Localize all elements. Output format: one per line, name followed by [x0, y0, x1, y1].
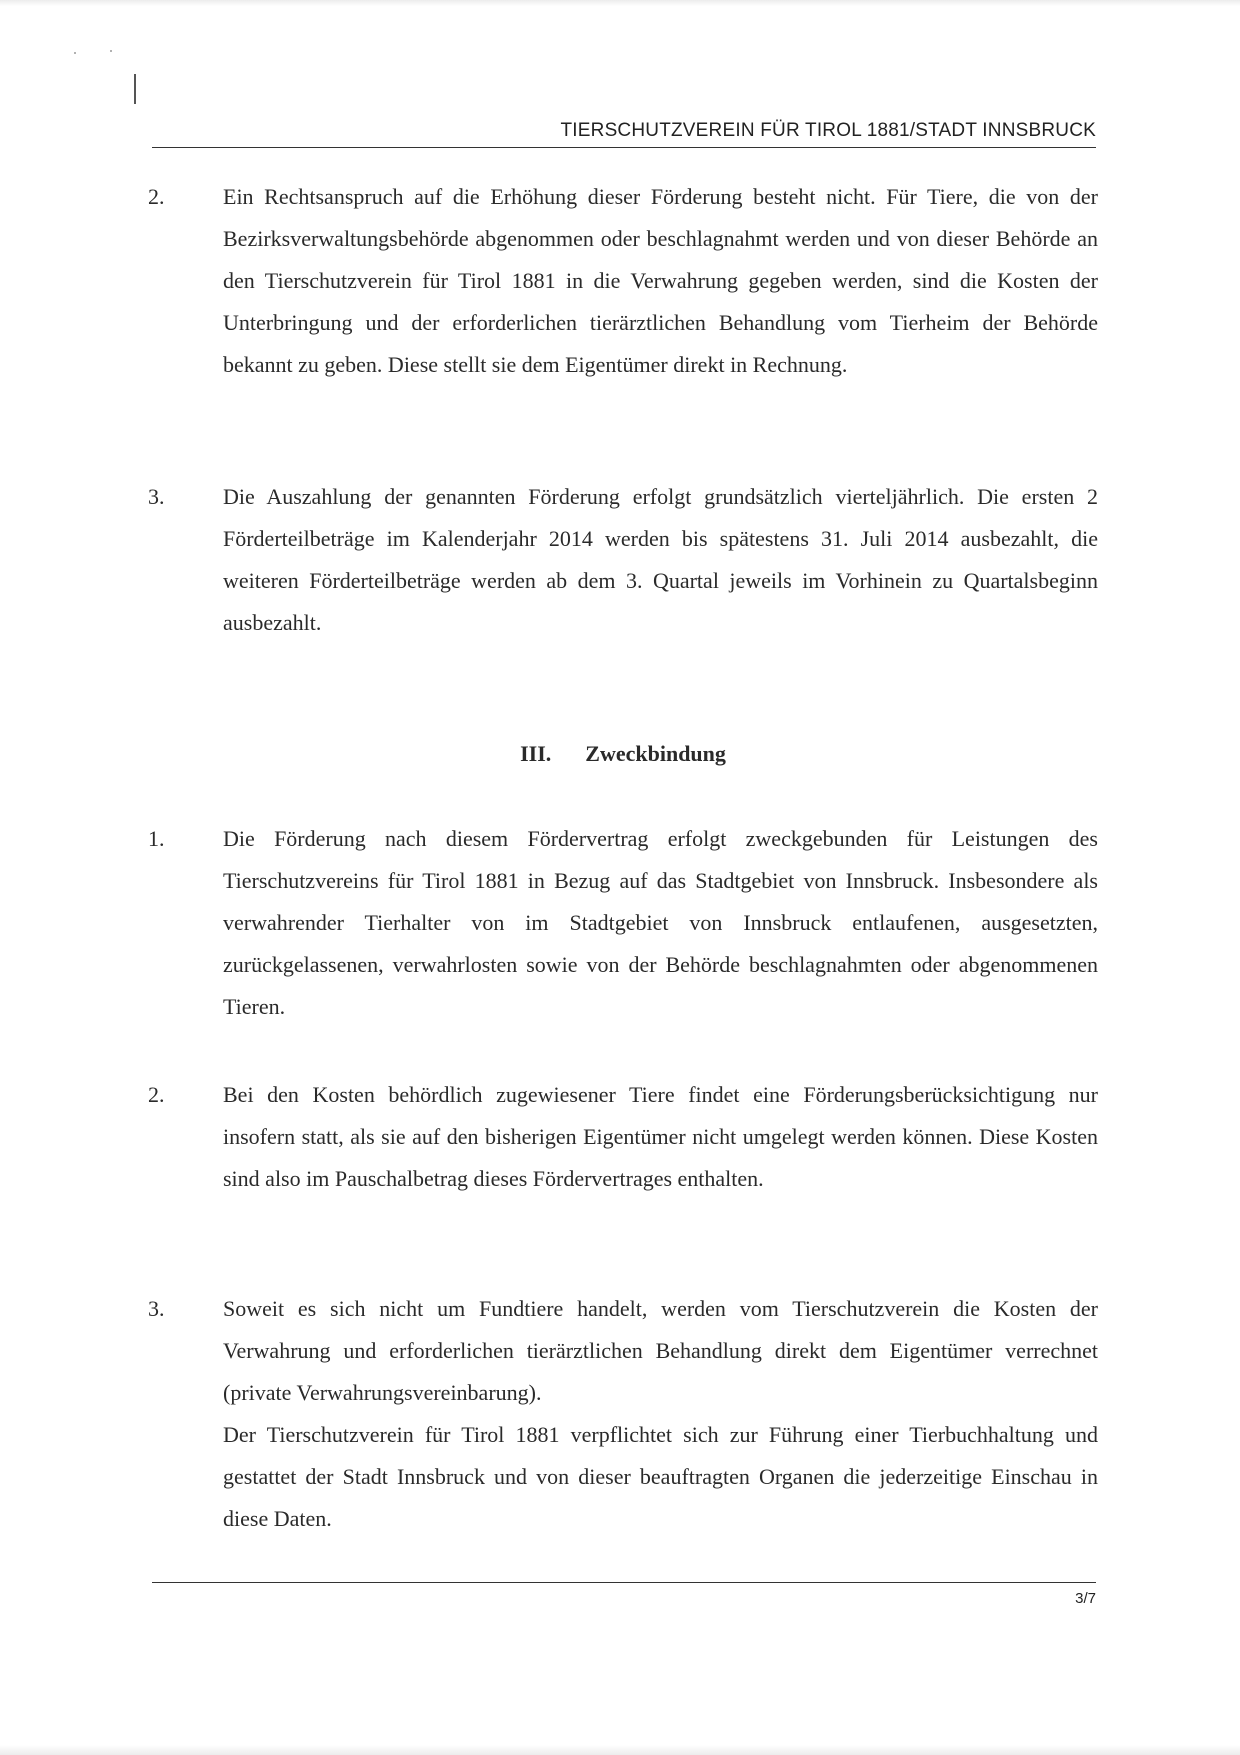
scan-edge-bottom	[0, 1745, 1240, 1755]
section-title: Zweckbindung	[585, 741, 726, 766]
section-heading	[148, 733, 1098, 775]
paragraph-ii-3	[148, 476, 1098, 644]
scan-edge-top	[0, 0, 1240, 6]
scan-speck	[110, 50, 112, 52]
paragraph-text: Die Förderung nach diesem Fördervertrag erfolgt zweckgebunden für Leistungen des Tierschutzvereins für Tirol 1881 in Bezug auf das Stadtgebiet von Innsbruck. Insbesondere als verwahrender Tierhalter von im Stadtgebiet von Innsbruck entlaufenen, ausgesetzten, zurückgelassenen, verwahrlosten sowie von der Behörde beschlagnahmten oder abgenommenen Tieren.	[223, 826, 1098, 1019]
paragraph-iii-2	[148, 1074, 1098, 1200]
page-number: 3/7	[1075, 1590, 1096, 1607]
page-header-title: TIERSCHUTZVEREIN FÜR TIROL 1881/STADT INNSBRUCK	[560, 120, 1096, 141]
paragraph-number: 2.	[148, 184, 165, 209]
header-rule	[152, 147, 1096, 148]
paragraph-text-block	[223, 1288, 1098, 1540]
paragraph-number: 3.	[148, 1296, 165, 1321]
footer-rule	[152, 1582, 1096, 1583]
scan-speck	[74, 52, 76, 54]
section-number: III.	[520, 741, 552, 766]
paragraph-number: 1.	[148, 826, 165, 851]
paragraph-text: Bei den Kosten behördlich zugewiesener Tiere findet eine Förderungsberücksichtigung nur insofern statt, als sie auf den bisherigen Eigentümer nicht umgelegt werden können. Diese Kosten sind also im Pauschalbetrag dieses Fördervertrages enthalten.	[223, 1082, 1098, 1191]
paragraph-iii-3	[148, 1288, 1098, 1540]
paragraph-text: Die Auszahlung der genannten Förderung erfolgt grundsätzlich vierteljährlich. Die ersten 2 Förderteilbeträge im Kalenderjahr 2014 werden bis spätestens 31. Juli 2014 ausbezahlt, die weiteren Förderteilbeträge werden ab dem 3. Quartal jeweils im Vorhinein zu Quartalsbeginn ausbezahlt.	[223, 484, 1098, 635]
paragraph-text: Soweit es sich nicht um Fundtiere handelt, werden vom Tierschutzverein die Kosten der Verwahrung und erforderlichen tierärztlichen Behandlung direkt dem Eigentümer verrechnet (private Verwahrungsvereinbarung).	[223, 1296, 1098, 1405]
paragraph-number: 3.	[148, 484, 165, 509]
paragraph-iii-1	[148, 818, 1098, 1028]
paragraph-ii-2	[148, 176, 1098, 386]
paragraph-text: Ein Rechtsanspruch auf die Erhöhung dieser Förderung besteht nicht. Für Tiere, die von der Bezirksverwaltungsbehörde abgenommen oder beschlagnahmt werden und von dieser Behörde an den Tierschutzverein für Tirol 1881 in die Verwahrung gegeben werden, sind die Kosten der Unterbringung und der erforderlichen tierärztlichen Behandlung vom Tierheim der Behörde bekannt zu geben. Diese stellt sie dem Eigentümer direkt in Rechnung.	[223, 184, 1098, 377]
paragraph-text-continued: Der Tierschutzverein für Tirol 1881 verpflichtet sich zur Führung einer Tierbuchhaltung und gestattet der Stadt Innsbruck und von dieser beauftragten Organen die jederzeitige Einschau in diese Daten.	[223, 1422, 1098, 1531]
binder-mark	[134, 74, 136, 104]
paragraph-number: 2.	[148, 1082, 165, 1107]
